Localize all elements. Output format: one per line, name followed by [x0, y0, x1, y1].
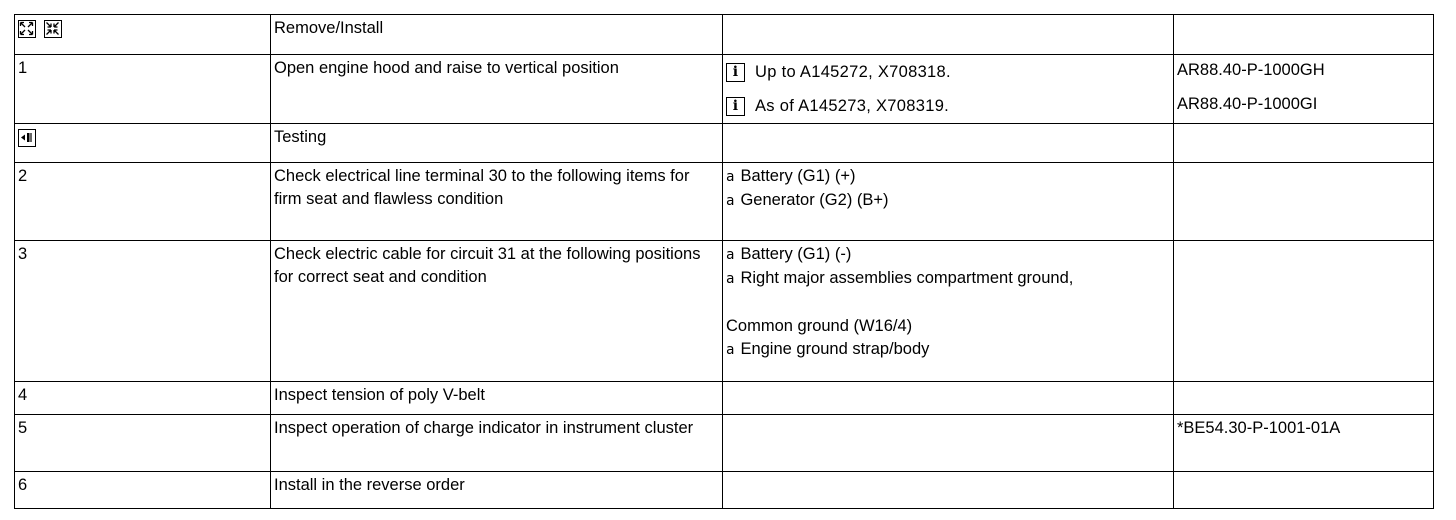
- list-item-continuation: Common ground (W16/4): [726, 317, 913, 335]
- procedure-table: [14, 14, 1434, 509]
- instruction-text: Inspect operation of charge indicator in instrument cluster: [274, 419, 694, 437]
- note-line: [726, 89, 1170, 123]
- reference-cell: [1174, 55, 1434, 124]
- notes-cell: [723, 15, 1174, 55]
- bullet-marker: a: [726, 271, 735, 287]
- table-row: [15, 415, 1434, 472]
- step-cell: [15, 124, 271, 163]
- reference-cell: [1174, 241, 1434, 382]
- notes-cell: [723, 382, 1174, 415]
- notes-cell: [723, 472, 1174, 509]
- reference-link[interactable]: AR88.40-P-1000GI: [1177, 95, 1318, 113]
- instruction-cell: [271, 241, 723, 382]
- step-cell: [15, 55, 271, 124]
- instruction-cell: [271, 415, 723, 472]
- list-item-text: Engine ground strap/body: [740, 340, 930, 358]
- section-heading: Remove/Install: [274, 19, 384, 37]
- list-item-text: Generator (G2) (B+): [740, 191, 889, 209]
- reference-link[interactable]: AR88.40-P-1000GH: [1177, 61, 1325, 79]
- table-row: [15, 241, 1434, 382]
- instruction-text: Inspect tension of poly V-belt: [274, 386, 485, 404]
- instruction-cell: [271, 382, 723, 415]
- reference-cell: [1174, 124, 1434, 163]
- instruction-text: Check electric cable for circuit 31 at the following positions for correct seat and condition: [274, 245, 701, 286]
- step-cell: [15, 382, 271, 415]
- list-item: [726, 243, 1170, 267]
- step-number: 6: [18, 476, 28, 494]
- step-number: 1: [18, 59, 28, 77]
- reference-cell: [1174, 382, 1434, 415]
- info-icon[interactable]: i: [726, 97, 745, 116]
- instruction-cell: [271, 163, 723, 241]
- step-cell: [15, 15, 271, 55]
- notes-cell: [723, 163, 1174, 241]
- info-icon[interactable]: i: [726, 63, 745, 82]
- notes-cell: [723, 241, 1174, 382]
- step-number: 5: [18, 419, 28, 437]
- reference-cell: [1174, 15, 1434, 55]
- instruction-cell: [271, 124, 723, 163]
- list-item: [726, 338, 1170, 362]
- bullet-marker: a: [726, 342, 735, 358]
- list-item: [726, 165, 1170, 189]
- reference-cell: [1174, 472, 1434, 509]
- table-row: [15, 382, 1434, 415]
- spacer: [726, 291, 1170, 315]
- table-row: [15, 124, 1434, 163]
- list-item: [726, 267, 1170, 291]
- testing-speaker-icon[interactable]: [18, 129, 36, 147]
- step-number: 2: [18, 167, 28, 185]
- collapse-arrows-icon[interactable]: [44, 20, 62, 38]
- note-text: Up to A145272, X708318.: [755, 62, 951, 81]
- note-text: As of A145273, X708319.: [755, 96, 950, 115]
- step-cell: [15, 472, 271, 509]
- list-item: [726, 189, 1170, 213]
- notes-cell: [723, 124, 1174, 163]
- bullet-marker: a: [726, 247, 735, 263]
- step-cell: [15, 415, 271, 472]
- instruction-text: Check electrical line terminal 30 to the following items for firm seat and flawless condition: [274, 167, 690, 208]
- step-cell: [15, 163, 271, 241]
- instruction-cell: [271, 55, 723, 124]
- table-row: [15, 15, 1434, 55]
- bullet-marker: a: [726, 193, 735, 209]
- table-row: [15, 163, 1434, 241]
- expand-arrows-icon[interactable]: [18, 20, 36, 38]
- section-heading: Testing: [274, 128, 327, 146]
- bullet-marker: a: [726, 169, 735, 185]
- notes-cell: [723, 415, 1174, 472]
- list-item-text: Battery (G1) (+): [740, 167, 856, 185]
- instruction-text: Install in the reverse order: [274, 476, 465, 494]
- table-row: [15, 55, 1434, 124]
- list-item-text: Battery (G1) (-): [740, 245, 852, 263]
- instruction-text: Open engine hood and raise to vertical position: [274, 59, 619, 77]
- reference-cell: [1174, 415, 1434, 472]
- list-item-text: Right major assemblies compartment ground,: [740, 269, 1074, 287]
- step-number: 4: [18, 386, 28, 404]
- instruction-cell: [271, 15, 723, 55]
- table-row: [15, 472, 1434, 509]
- procedure-sheet: [14, 14, 1434, 509]
- reference-link[interactable]: *BE54.30-P-1001-01A: [1177, 419, 1341, 437]
- note-line: [726, 55, 1170, 89]
- reference-cell: [1174, 163, 1434, 241]
- step-number: 3: [18, 245, 28, 263]
- step-cell: [15, 241, 271, 382]
- instruction-cell: [271, 472, 723, 509]
- notes-cell: [723, 55, 1174, 124]
